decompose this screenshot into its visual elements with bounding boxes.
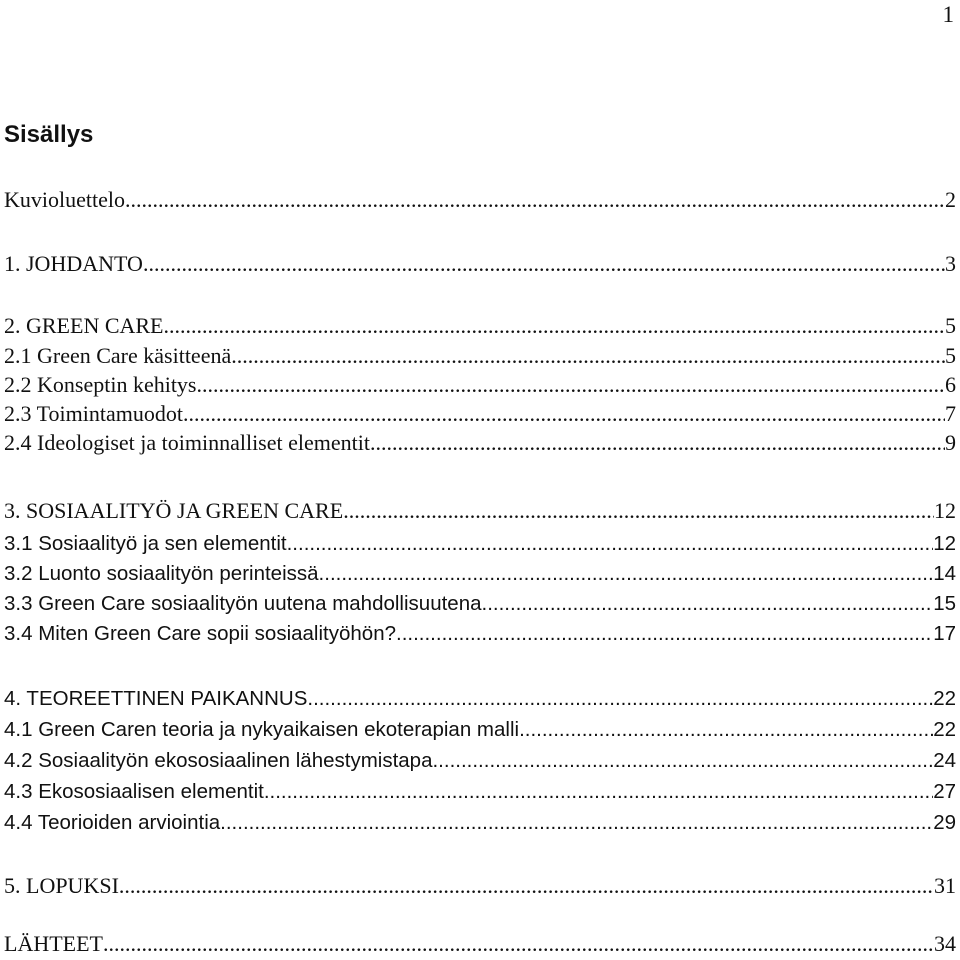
toc-entry-page: 2 xyxy=(945,187,956,212)
toc-entry-page: 14 xyxy=(933,562,956,585)
toc-entry-page: 12 xyxy=(934,498,956,523)
toc-entry-title: 5. LOPUKSI xyxy=(4,873,119,898)
toc-leader xyxy=(103,930,934,958)
toc-entry-title: 2. GREEN CARE xyxy=(4,313,164,338)
toc-entry-page: 34 xyxy=(934,931,956,956)
toc-entry-3-3[interactable] xyxy=(4,590,956,618)
toc-entry-page: 9 xyxy=(945,430,956,455)
toc-leader xyxy=(197,371,946,399)
toc-heading: Sisällys xyxy=(4,121,94,148)
toc-entry-3-2[interactable] xyxy=(4,560,956,588)
toc-entry-4-1[interactable] xyxy=(4,716,956,744)
toc-entry-title: 3.4 Miten Green Care sopii sosiaalityöhön? xyxy=(4,622,396,645)
toc-entry-page: 5 xyxy=(945,313,956,338)
toc-leader xyxy=(482,590,934,618)
toc-entry-page: 6 xyxy=(945,372,956,397)
toc-entry-title: 2.1 Green Care käsitteenä xyxy=(4,343,232,368)
page-number: 1 xyxy=(942,2,954,27)
toc-entry-page: 7 xyxy=(945,401,956,426)
toc-entry-page: 22 xyxy=(933,718,956,741)
toc-leader xyxy=(125,186,945,214)
toc-entry-title: 2.3 Toimintamuodot xyxy=(4,401,183,426)
toc-entry-page: 12 xyxy=(933,532,956,555)
toc-entry-3-1[interactable] xyxy=(4,530,956,558)
toc-entry-4-4[interactable] xyxy=(4,809,956,837)
toc-entry-page: 17 xyxy=(933,622,956,645)
toc-entry-2-1[interactable] xyxy=(4,342,956,370)
toc-entry-johdanto[interactable] xyxy=(4,250,956,278)
toc-leader xyxy=(231,342,945,370)
toc-entry-sosiaalityo-ja-green-care[interactable] xyxy=(4,497,956,525)
toc-entry-kuvioluettelo[interactable] xyxy=(4,186,956,214)
toc-leader xyxy=(164,312,946,340)
toc-entry-page: 24 xyxy=(933,749,956,772)
toc-entry-title: 3.1 Sosiaalityö ja sen elementit xyxy=(4,532,287,555)
toc-entry-page: 5 xyxy=(945,343,956,368)
toc-entry-page: 31 xyxy=(934,873,956,898)
toc-entry-title: 3. SOSIAALITYÖ JA GREEN CARE xyxy=(4,498,344,523)
toc-leader xyxy=(519,716,933,744)
toc-entry-title: LÄHTEET xyxy=(4,931,103,956)
toc-leader xyxy=(432,747,933,775)
toc-leader xyxy=(370,429,945,457)
toc-entry-green-care[interactable] xyxy=(4,312,956,340)
toc-leader xyxy=(287,530,934,558)
toc-entry-page: 3 xyxy=(945,251,956,276)
toc-entry-4-2[interactable] xyxy=(4,747,956,775)
toc-entry-teoreettinen-paikannus[interactable] xyxy=(4,685,956,713)
toc-leader xyxy=(119,872,934,900)
toc-entry-page: 27 xyxy=(933,780,956,803)
toc-leader xyxy=(307,685,933,713)
toc-entry-title: 3.2 Luonto sosiaalityön perinteissä xyxy=(4,562,319,585)
toc-entry-title: 4.4 Teorioiden arviointia xyxy=(4,811,221,834)
toc-entry-title: 4.2 Sosiaalityön ekososiaalinen lähestymistapa xyxy=(4,749,433,772)
toc-entry-page: 29 xyxy=(933,811,956,834)
toc-entry-lopuksi[interactable] xyxy=(4,872,956,900)
toc-entry-title: 1. JOHDANTO xyxy=(4,251,143,276)
toc-leader xyxy=(183,400,945,428)
toc-entry-page: 22 xyxy=(933,687,956,710)
toc-entry-page: 15 xyxy=(933,592,956,615)
toc-leader xyxy=(319,560,934,588)
toc-entry-title: 4.3 Ekososiaalisen elementit xyxy=(4,780,264,803)
toc-leader xyxy=(264,778,933,806)
toc-leader xyxy=(343,497,934,525)
toc-leader xyxy=(396,620,933,648)
toc-entry-title: Kuvioluettelo xyxy=(4,187,125,212)
toc-entry-4-3[interactable] xyxy=(4,778,956,806)
toc-entry-lahteet[interactable] xyxy=(4,930,956,958)
toc-leader xyxy=(220,809,933,837)
toc-entry-title: 2.2 Konseptin kehitys xyxy=(4,372,197,397)
toc-entry-title: 2.4 Ideologiset ja toiminnalliset elementit xyxy=(4,430,370,455)
toc-leader xyxy=(143,250,945,278)
toc-entry-2-4[interactable] xyxy=(4,429,956,457)
toc-entry-title: 4.1 Green Caren teoria ja nykyaikaisen ekoterapian malli xyxy=(4,718,520,741)
toc-entry-title: 4. TEOREETTINEN PAIKANNUS xyxy=(4,687,308,710)
toc-entry-2-2[interactable] xyxy=(4,371,956,399)
toc-entry-3-4[interactable] xyxy=(4,620,956,648)
toc-entry-title: 3.3 Green Care sosiaalityön uutena mahdollisuutena xyxy=(4,592,482,615)
toc-entry-2-3[interactable] xyxy=(4,400,956,428)
